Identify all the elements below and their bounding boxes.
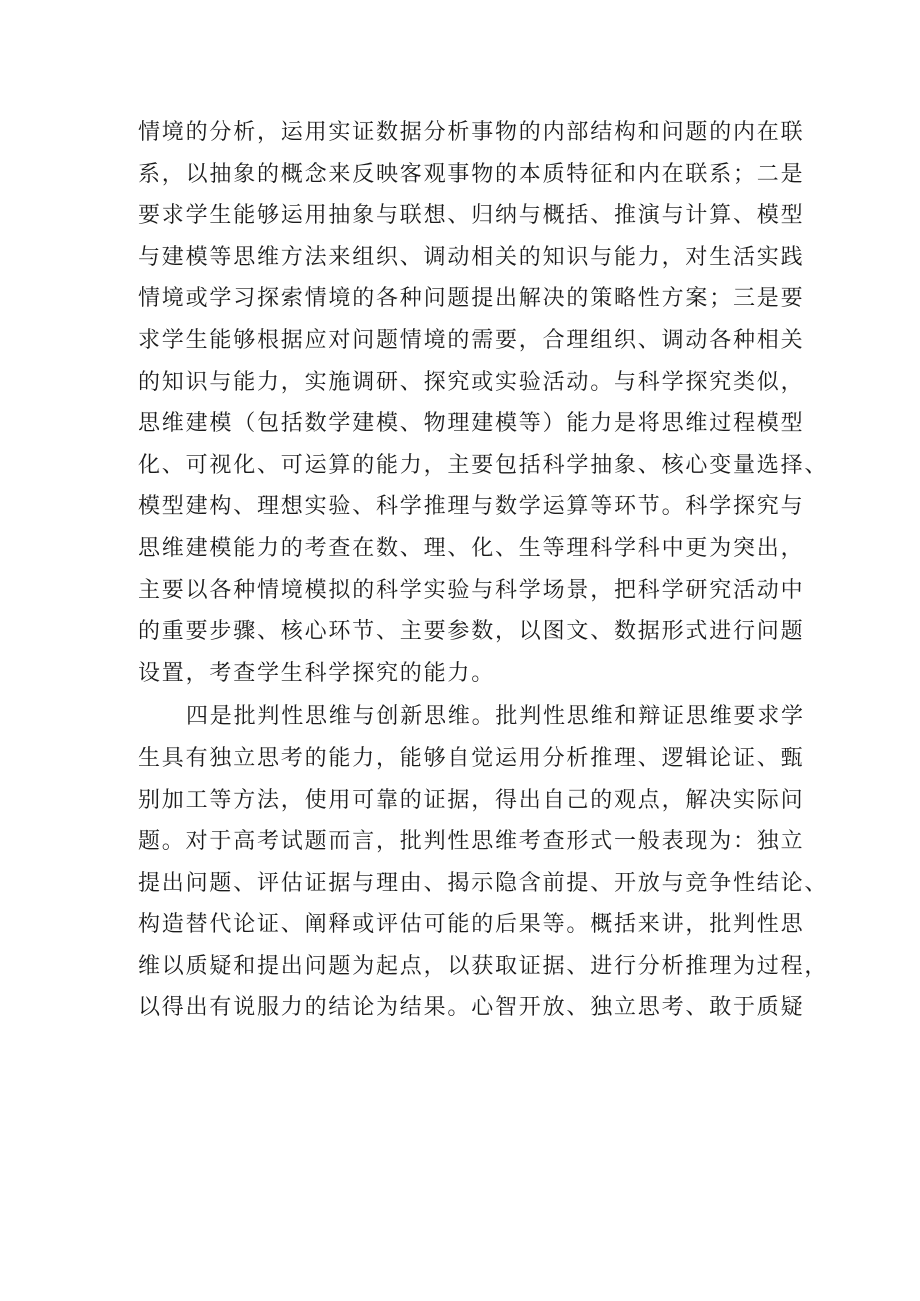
text-line: 主要以各种情境模拟的科学实验与科学场景，把科学研究活动中 (138, 577, 805, 603)
text-line: 的知识与能力，实施调研、探究或实验活动。与科学探究类似， (138, 369, 805, 395)
text-line: 别加工等方法，使用可靠的证据，得出自己的观点，解决实际问 (138, 787, 805, 813)
text-line: 思维建模能力的考查在数、理、化、生等理科学科中更为突出， (138, 535, 805, 561)
text-line: 求学生能够根据应对问题情境的需要，合理组织、调动各种相关 (138, 327, 805, 353)
body-text (138, 112, 829, 1029)
paragraph-1 (138, 112, 829, 694)
text-line: 思维建模（包括数学建模、物理建模等）能力是将思维过程模型 (138, 411, 805, 437)
text-line: 设置，考查学生科学探究的能力。 (138, 660, 496, 686)
text-line: 构造替代论证、阐释或评估可能的后果等。概括来讲，批判性思 (138, 912, 805, 938)
text-line: 四是批判性思维与创新思维。批判性思维和辩证思维要求学 (186, 704, 805, 730)
text-line: 的重要步骤、核心环节、主要参数，以图文、数据形式进行问题 (138, 619, 805, 645)
text-line: 模型建构、理想实验、科学推理与数学运算等环节。科学探究与 (138, 494, 805, 520)
text-line: 题。对于高考试题而言，批判性思维考查形式一般表现为：独立 (138, 829, 805, 855)
paragraph-2 (138, 696, 829, 1029)
text-line: 要求学生能够运用抽象与联想、归纳与概括、推演与计算、模型 (138, 203, 805, 229)
text-line: 维以质疑和提出问题为起点，以获取证据、进行分析推理为过程， (138, 953, 829, 979)
text-line: 提出问题、评估证据与理由、揭示隐含前提、开放与竞争性结论、 (138, 870, 829, 896)
text-line: 与建模等思维方法来组织、调动相关的知识与能力，对生活实践 (138, 244, 805, 270)
text-line: 以得出有说服力的结论为结果。心智开放、独立思考、敢于质疑 (138, 995, 805, 1021)
text-line: 情境的分析，运用实证数据分析事物的内部结构和问题的内在联 (138, 120, 805, 145)
text-line: 系，以抽象的概念来反映客观事物的本质特征和内在联系；二是 (138, 161, 805, 187)
text-line: 生具有独立思考的能力，能够自觉运用分析推理、逻辑论证、甄 (138, 745, 805, 771)
text-line: 情境或学习探索情境的各种问题提出解决的策略性方案；三是要 (138, 286, 805, 312)
text-line: 化、可视化、可运算的能力，主要包括科学抽象、核心变量选择、 (138, 452, 829, 478)
